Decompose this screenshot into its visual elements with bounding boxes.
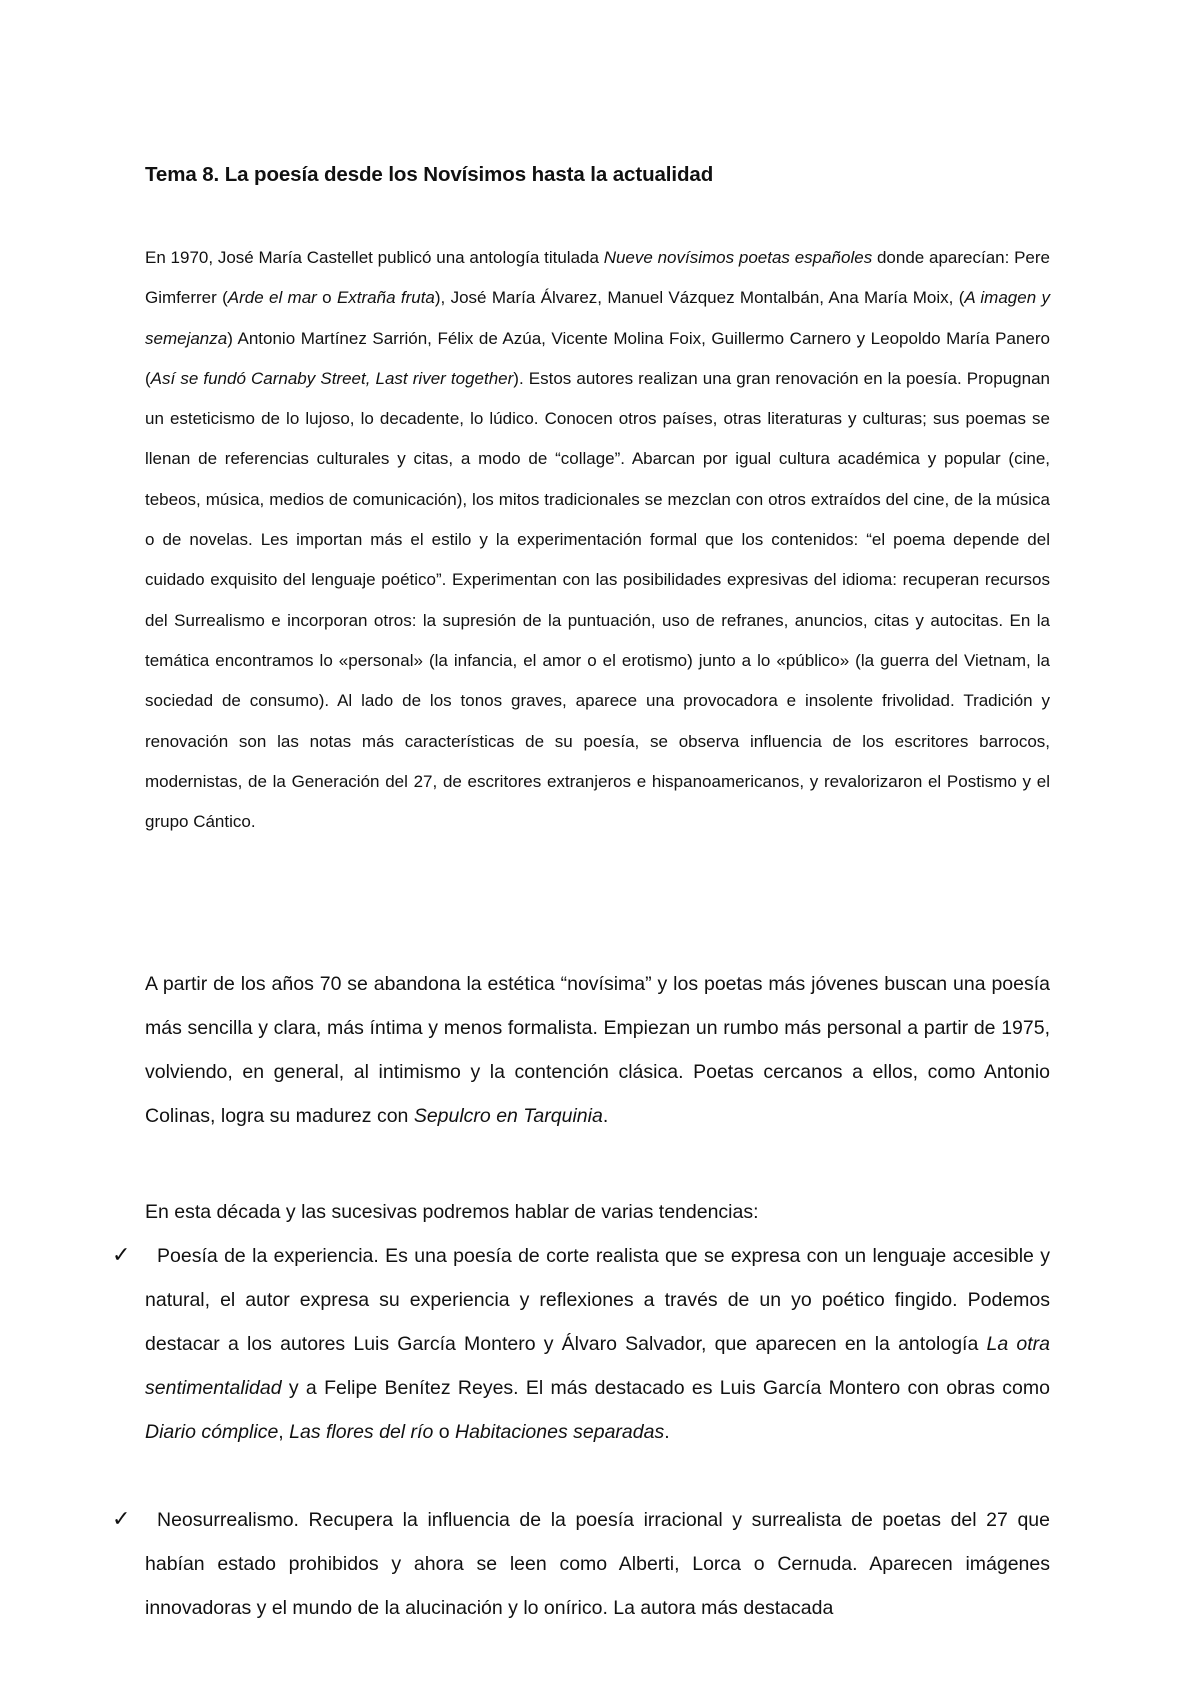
text-run: . [664, 1421, 670, 1443]
italic-title: Arde el mar [227, 288, 317, 308]
text-run: ) Antonio Martínez Sarrión, Félix de Azúa, Vicente Molina Foix, Guillermo Carnero y Leopoldo María Panero ( [145, 328, 1050, 388]
text-run: o [316, 288, 337, 308]
paragraph-anos-70 [145, 962, 1050, 1138]
list-item-text [112, 1498, 1050, 1630]
text-run: A partir de los años 70 se abandona la estética “novísima” y los poetas más jóvenes buscan una poesía más sencilla y clara, más íntima y menos formalista. Empiezan un rumbo más personal a partir de 1975, volviendo, en general, al intimismo y la contención clásica. Poetas cercanos a ellos, como Antonio Colinas, logra su madurez con [145, 973, 1050, 1127]
text-run: . [602, 1105, 609, 1127]
paragraph-novisimos [145, 238, 1050, 842]
italic-title: La otra sentimentalidad [145, 1333, 1050, 1399]
list-item-text [112, 1234, 1050, 1454]
text-run: o [433, 1421, 455, 1443]
text-run: Neosurrealismo. Recupera la influencia de la poesía irracional y surrealista de poetas del 27 que habían estado prohibidos y ahora se leen como Alberti, Lorca o Cernuda. Aparecen imágenes innovadoras y el mundo de la alucinación y lo onírico. La autora más destacada [145, 1509, 1050, 1619]
italic-title: Así se fundó Carnaby Street, Last river together [150, 368, 514, 388]
italic-title: Las flores del río [289, 1421, 434, 1443]
list-item-neosurrealismo [112, 1498, 1050, 1630]
italic-title: Diario cómplice [145, 1421, 279, 1443]
italic-title: Sepulcro en Tarquinia [413, 1105, 603, 1127]
text-run: donde aparecían: Pere Gimferrer ( [145, 248, 1051, 308]
paragraph-tendencias-intro: En esta década y las sucesivas podremos hablar de varias tendencias: [145, 1201, 759, 1223]
text-run: y a Felipe Benítez Reyes. El más destacado es Luis García Montero con obras como [281, 1377, 1050, 1399]
list-item-poesia-experiencia [112, 1234, 1050, 1454]
text-run: ), José María Álvarez, Manuel Vázquez Montalbán, Ana María Moix, ( [434, 288, 965, 308]
italic-title: Extraña fruta [336, 288, 435, 308]
text-run: En 1970, José María Castellet publicó una antología titulada [145, 248, 604, 267]
italic-title: Nueve novísimos poetas españoles [603, 248, 873, 267]
text-run: Poesía de la experiencia. Es una poesía de corte realista que se expresa con un lenguaje accesible y natural, el autor expresa su experiencia y reflexiones a través de un yo poético fingido. Podemos destacar a los autores Luis García Montero y Álvaro Salvador, que aparecen en la antología [145, 1245, 1050, 1355]
italic-title: Habitaciones separadas [454, 1421, 665, 1443]
text-run: ). Estos autores realizan una gran renovación en la poesía. Propugnan un esteticismo de lo lujoso, lo decadente, lo lúdico. Conocen otros países, otras literaturas y culturas; sus poemas se llenan de referencias culturales y citas, a modo de “collage”. Abarcan por igual cultura académica y popular (cine, tebeos, música, medios de comunicación), los mitos tradicionales se mezclan con otros extraídos del cine, de la música o de novelas. Les importan más el estilo y la experimentación formal que los contenidos: “el poema depende del cuidado exquisito del lenguaje poético”. Experimentan con las posibilidades expresivas del idioma: recuperan recursos del Surrealismo e incorporan otros: la supresión de la puntuación, uso de refranes, anuncios, citas y autocitas. En la temática encontramos lo «personal» (la infancia, el amor o el erotismo) junto a lo «público» (la guerra del Vietnam, la sociedad de consumo). Al lado de los tonos graves, aparece una provocadora e insolente frivolidad. Tradición y renovación son las notas más características de su poesía, se observa influencia de los escritores barrocos, modernistas, de la Generación del 27, de escritores extranjeros e hispanoamericanos, y revalorizaron el Postismo y el grupo Cántico. [145, 368, 1050, 832]
page-title: Tema 8. La poesía desde los Novísimos hasta la actualidad [145, 163, 714, 186]
italic-title: A imagen y semejanza [145, 288, 1050, 348]
text-run: , [278, 1421, 290, 1443]
checkmark-icon: ✓ [112, 1507, 131, 1532]
checkmark-icon: ✓ [112, 1243, 131, 1268]
